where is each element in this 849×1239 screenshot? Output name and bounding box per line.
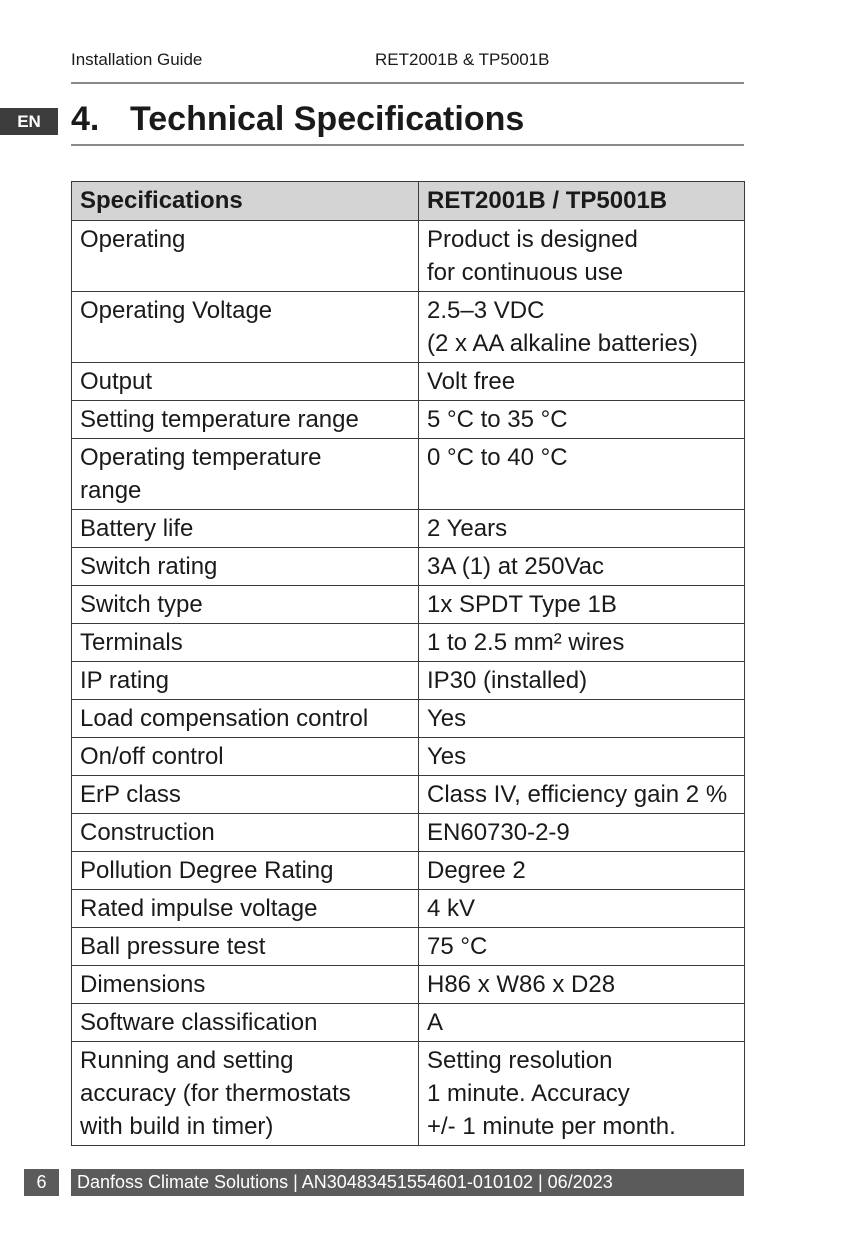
table-row xyxy=(72,1042,745,1146)
spec-value-cell xyxy=(419,928,745,966)
language-tab: EN xyxy=(0,108,58,135)
footer-text: Danfoss Climate Solutions | AN30483451554601-010102 | 06/2023 xyxy=(71,1169,744,1196)
spec-name-cell xyxy=(72,966,419,1004)
spec-value-cell xyxy=(419,624,745,662)
spec-name: On/off control xyxy=(80,743,224,770)
spec-value: 3A (1) at 250Vac xyxy=(427,553,604,580)
table-row xyxy=(72,548,745,586)
table-row xyxy=(72,776,745,814)
spec-value: Yes xyxy=(427,743,467,770)
spec-name: Operating Voltage xyxy=(80,297,273,324)
spec-name-cell xyxy=(72,624,419,662)
specifications-table xyxy=(71,181,745,1146)
spec-name-cell xyxy=(72,738,419,776)
spec-value: IP30 (installed) xyxy=(427,667,588,694)
table-row xyxy=(72,401,745,439)
spec-value: Volt free xyxy=(427,368,516,395)
spec-name-cell xyxy=(72,221,419,292)
spec-name-cell xyxy=(72,890,419,928)
spec-value-cell xyxy=(419,1004,745,1042)
table-body xyxy=(72,221,745,1146)
spec-name-cell xyxy=(72,1042,419,1146)
table-row xyxy=(72,928,745,966)
table-row xyxy=(72,738,745,776)
spec-name: Switch rating xyxy=(80,553,218,580)
spec-value: 2.5–3 VDC (2 x AA alkaline batteries) xyxy=(427,297,698,357)
table-row xyxy=(72,662,745,700)
table-row xyxy=(72,700,745,738)
spec-value: Class IV, efficiency gain 2 % xyxy=(427,781,728,808)
spec-value-cell xyxy=(419,814,745,852)
spec-value-cell xyxy=(419,221,745,292)
section-number: 4. xyxy=(71,100,100,138)
spec-name-cell xyxy=(72,814,419,852)
title-divider xyxy=(71,144,744,146)
running-header-product: RET2001B & TP5001B xyxy=(375,50,550,69)
spec-value: H86 x W86 x D28 xyxy=(427,971,616,998)
spec-value-cell xyxy=(419,401,745,439)
spec-name: IP rating xyxy=(80,667,169,694)
table-row xyxy=(72,439,745,510)
spec-value-cell xyxy=(419,890,745,928)
spec-value-cell xyxy=(419,776,745,814)
spec-name-cell xyxy=(72,776,419,814)
spec-value: 1x SPDT Type 1B xyxy=(427,591,617,618)
spec-value-cell xyxy=(419,700,745,738)
spec-name-cell xyxy=(72,439,419,510)
table-row xyxy=(72,1004,745,1042)
running-header-title: Installation Guide xyxy=(71,50,203,69)
spec-value: 4 kV xyxy=(427,895,476,922)
spec-value: Product is designed for continuous use xyxy=(427,226,638,286)
column-header-specifications: Specifications xyxy=(72,182,419,221)
spec-name: Setting temperature range xyxy=(80,406,359,433)
spec-name-cell xyxy=(72,292,419,363)
spec-name-cell xyxy=(72,401,419,439)
table-row xyxy=(72,292,745,363)
table-row xyxy=(72,363,745,401)
spec-value: Yes xyxy=(427,705,467,732)
spec-value-cell xyxy=(419,292,745,363)
spec-name: Dimensions xyxy=(80,971,206,998)
spec-value-cell xyxy=(419,363,745,401)
table-row xyxy=(72,966,745,1004)
section-title: Technical Specifications xyxy=(130,100,525,138)
spec-value-cell xyxy=(419,586,745,624)
spec-value: Setting resolution 1 minute. Accuracy +/- 1 minute per month. xyxy=(427,1047,676,1140)
spec-name-cell xyxy=(72,928,419,966)
table-row xyxy=(72,852,745,890)
spec-name-cell xyxy=(72,363,419,401)
column-header-model: RET2001B / TP5001B xyxy=(419,182,745,221)
spec-value: EN60730-2-9 xyxy=(427,819,570,846)
spec-name-cell xyxy=(72,662,419,700)
table-row xyxy=(72,624,745,662)
spec-value: A xyxy=(427,1009,444,1036)
spec-value-cell xyxy=(419,439,745,510)
page-number: 6 xyxy=(24,1169,59,1196)
spec-name: Battery life xyxy=(80,515,194,542)
spec-name: ErP class xyxy=(80,781,181,808)
header-divider xyxy=(71,82,744,84)
spec-value: 5 °C to 35 °C xyxy=(427,406,568,433)
spec-name: Pollution Degree Rating xyxy=(80,857,334,884)
spec-name-cell xyxy=(72,548,419,586)
spec-name: Construction xyxy=(80,819,215,846)
spec-name: Software classification xyxy=(80,1009,318,1036)
spec-name-cell xyxy=(72,510,419,548)
spec-value: 75 °C xyxy=(427,933,488,960)
spec-value-cell xyxy=(419,1042,745,1146)
spec-value-cell xyxy=(419,510,745,548)
spec-name: Switch type xyxy=(80,591,203,618)
spec-name: Terminals xyxy=(80,629,183,656)
spec-name: Ball pressure test xyxy=(80,933,266,960)
spec-name: Running and setting accuracy (for thermostats with build in timer) xyxy=(80,1047,351,1140)
table-header-row xyxy=(72,182,745,221)
spec-value-cell xyxy=(419,852,745,890)
spec-name-cell xyxy=(72,586,419,624)
table-row xyxy=(72,510,745,548)
spec-name: Operating temperature range xyxy=(80,444,322,504)
spec-value: 0 °C to 40 °C xyxy=(427,444,568,471)
table-row xyxy=(72,586,745,624)
table-row xyxy=(72,890,745,928)
spec-name: Output xyxy=(80,368,153,395)
spec-value: 2 Years xyxy=(427,515,508,542)
spec-value-cell xyxy=(419,966,745,1004)
table-row xyxy=(72,221,745,292)
table-row xyxy=(72,814,745,852)
spec-value-cell xyxy=(419,548,745,586)
spec-name: Operating xyxy=(80,226,186,253)
spec-name-cell xyxy=(72,1004,419,1042)
spec-value: Degree 2 xyxy=(427,857,526,884)
spec-name: Load compensation control xyxy=(80,705,369,732)
spec-name-cell xyxy=(72,700,419,738)
spec-value-cell xyxy=(419,738,745,776)
spec-value-cell xyxy=(419,662,745,700)
spec-name: Rated impulse voltage xyxy=(80,895,318,922)
spec-name-cell xyxy=(72,852,419,890)
spec-value: 1 to 2.5 mm² wires xyxy=(427,629,625,656)
